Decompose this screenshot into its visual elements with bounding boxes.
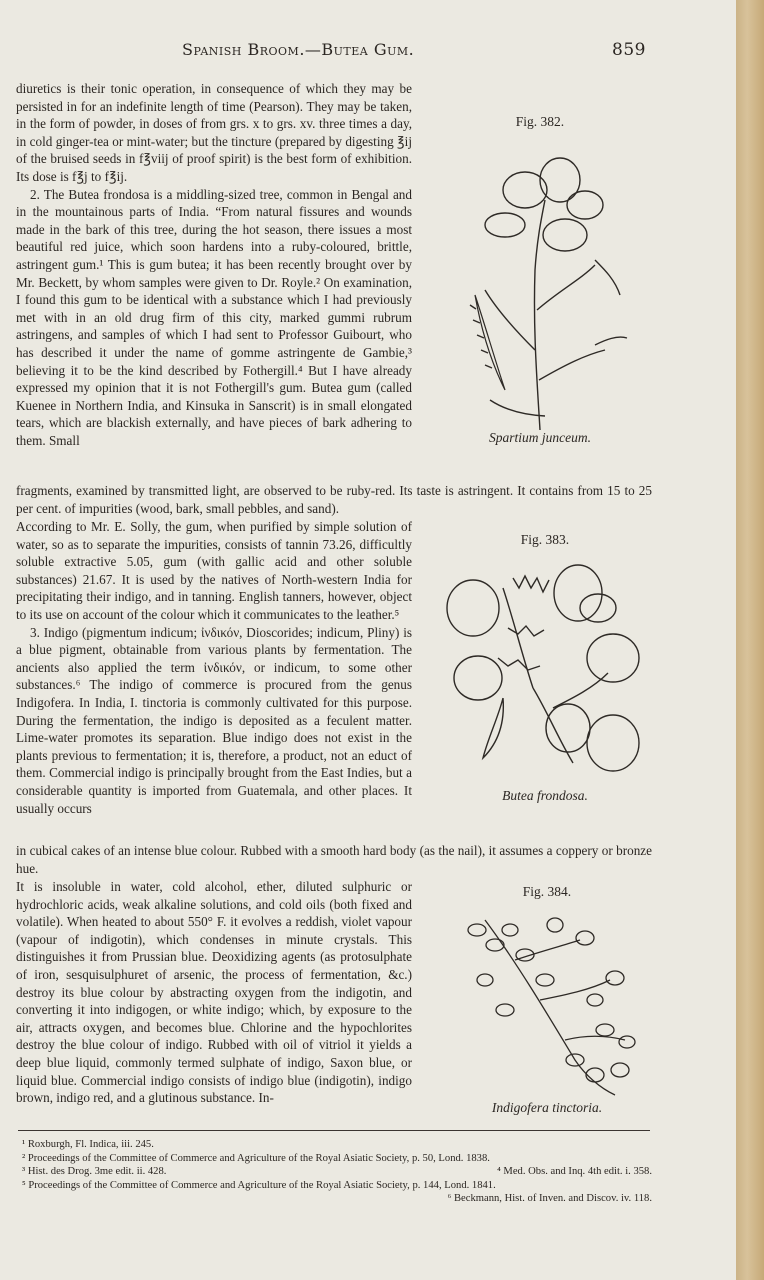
page-number: 859 xyxy=(612,40,646,60)
paragraph-solly: According to Mr. E. Solly, the gum, when purified by simple solution of water, so as to separate the impurities, consists of tannin 73.26, difficultly soluble extractive 5.05, gum (with gallic acid and other soluble substances) 21.67. It is used by the natives of North-western India for precipitating their indigo, and in tanning. English tanners, however, object to its use on account of the colour which it communicates to the leather.⁵ xyxy=(16,519,412,622)
text-column-bottom xyxy=(16,878,412,1107)
running-title: Spanish Broom.—Butea Gum. xyxy=(182,40,415,59)
figure-label: Fig. 384. xyxy=(522,884,572,899)
footnote-rule xyxy=(18,1130,650,1131)
text-column-middle xyxy=(16,518,412,817)
spartium-illustration xyxy=(445,130,635,430)
footnote-6: ⁶ Beckmann, Hist. of Inven. and Discov. iv. 118. xyxy=(447,1193,652,1204)
figure-caption: Indigofera tinctoria. xyxy=(491,1100,603,1115)
footnote-2: ² Proceedings of the Committee of Commerce and Agriculture of the Royal Asiatic Society, p. 50, Lond. 1838. xyxy=(22,1152,490,1164)
full-width-line-2: in cubical cakes of an intense blue colour. Rubbed with a smooth hard body (as the nail), it assumes a coppery or bronze hue. xyxy=(16,843,652,876)
paragraph-indigo-properties: It is insoluble in water, cold alcohol, ether, diluted sulphuric or hydrochloric acids, weak alkaline solutions, and cold oils (both fixed and volatile). When heated to about 550° F. it evolves a reddish, violet vapour (vapour of indigotin), which condenses in minute crystals. This distinguishes it from Prussian blue. Deoxidizing agents (as protosulphate of iron, sesquisulphuret of arsenic, the process of fermentation, &c.) destroy its blue colour by abstracting oxygen from the indigotin, and converting it into indigogen, or white indigo; which, by exposure to the air, attracts oxygen, and becomes blue. Chlorine and the hypochlorites destroy the blue colour of indigo. Rubbed with oil of vitriol it yields a deep blue liquid, commonly termed sulphate of indigo, Saxon blue, or liquid blue. Commercial indigo consists of indigo blue (indigotin), indigo brown, indigo red, and a glutinous substance. In- xyxy=(16,879,412,1106)
paragraph-indigo: 3. Indigo (pigmentum indicum; ἰνδικόν, Dioscorides; indicum, Pliny) is a blue pigment, obtainable from various plants by fermentation. The ancients also applied the term ἰνδικόν, or indicum, to some other substances.⁶ The indigo of commerce is procured from the genus Indigofera. In India, I. tinctoria is commonly cultivated for this purpose. During the fermentation, the indigo is deposited as a feculent matter. Lime-water promotes its separation. Blue indigo does not exist in the plants previous to fermentation; it is, therefore, a product, not an educt of them. Commercial indigo is principally brought from the East Indies, but a considerable quantity is imported from Guatemala, and other places. It usually occurs xyxy=(16,624,412,816)
footnote-4: ⁴ Med. Obs. and Inq. 4th edit. i. 358. xyxy=(497,1166,652,1177)
figure-caption: Butea frondosa. xyxy=(502,788,588,803)
text-column-top xyxy=(16,80,412,449)
footnote-3: ³ Hist. des Drog. 3me edit. ii. 428. xyxy=(22,1166,167,1177)
paragraph-butea-frondosa: 2. The Butea frondosa is a middling-sized tree, common in Bengal and in the mountainous parts of India. “From natural fissures and wounds made in the bark of this tree, during the hot season, there issues a most beautiful red juice, which soon hardens into a ruby-coloured, brittle, astringent gum.¹ This is gum butea; it has been recently brought over by Mr. Beckett, by whom samples were given to Dr. Royle.² On examination, I found this gum to be identical with a substance which I had previously met with in an old drug firm of this city, marked gummi rubrum astringens, and samples of which I had sent to Professor Guibourt, who has described it under the name of gomme astringente de Gambie,³ believing it to be the kind described by Fothergill.⁴ But I have already expressed my opinion that it is not Fothergill's gum. Butea gum (called Kuenee in Northern India, and Kinsuka in Sanscrit) is in small elongated tears, which are blackish externally, and have pieces of bark adhering to them. Small xyxy=(16,186,412,448)
figure-caption: Spartium junceum. xyxy=(489,430,591,445)
footnote-1: ¹ Roxburgh, Fl. Indica, iii. 245. xyxy=(22,1139,154,1150)
footnotes xyxy=(22,1138,652,1206)
running-header xyxy=(0,40,736,64)
figure-382 xyxy=(440,114,640,446)
figure-label: Fig. 382. xyxy=(515,114,565,129)
paragraph-diuretics: diuretics is their tonic operation, in consequence of which they may be persisted in for an indefinite length of time (Pearson). They may be taken, in the form of powder, in doses of from grs. x to grs. xv. three times a day, in cold ginger-tea or mint-water; but the tincture (prepared by digesting ℥ij of the bruised seeds in f℥viij of proof spirit) is the best form of exhibition. Its dose is f℥j to f℥ij. xyxy=(16,81,412,184)
figure-383 xyxy=(440,532,650,804)
footnote-5: ⁵ Proceedings of the Committee of Commerce and Agriculture of the Royal Asiatic Society, p. 144, Lond. 1841. xyxy=(22,1179,496,1191)
indigofera-illustration xyxy=(455,900,640,1100)
butea-illustration xyxy=(443,548,648,788)
full-width-line-1: fragments, examined by transmitted light, are observed to be ruby-red. Its taste is astringent. It contains from 15 to 25 per cent. of impurities (wood, bark, small pebbles, and sand). xyxy=(16,483,652,516)
figure-label: Fig. 383. xyxy=(520,532,570,547)
page-edge xyxy=(736,0,764,1280)
figure-384 xyxy=(452,884,642,1116)
footnote-row xyxy=(22,1165,652,1179)
